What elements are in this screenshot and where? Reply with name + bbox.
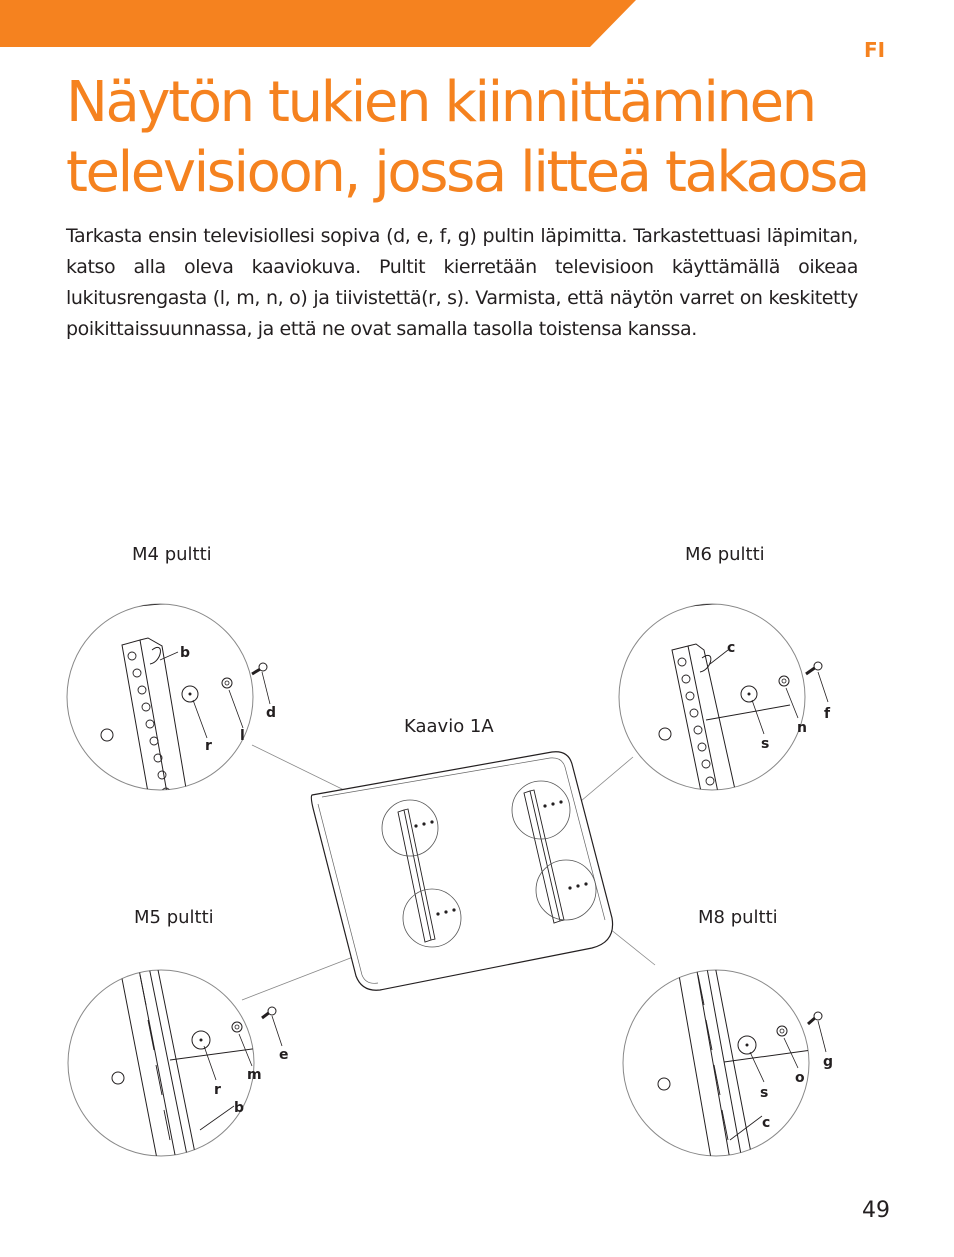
part-label: f [824,706,831,722]
instructions-text: Tarkasta ensin televisiollesi sopiva (d, e, f, g) pultin läpimitta. Tarkastettuasi läpimitan, katso alla oleva kaaviokuva. Pultit kierretään televisioon käyttämällä oikeaa lukitusrengasta (l, m, n, o) ja tiivistettä(r, s). Varmista, että näytön varret on keskitetty poikittaissuunnassa, ja että ne ovat samalla tasolla toistensa kanssa. [66,225,858,340]
part-label: d [266,705,277,721]
title-line-1: Näytön tukien kiinnittäminen [66,70,815,135]
part-label: r [214,1082,221,1098]
part-label: s [760,1085,769,1101]
part-label: r [205,738,212,754]
part-label: g [823,1054,834,1070]
part-label: l [240,728,245,744]
part-label: c [762,1115,771,1131]
m8-caption: M8 pultti [698,907,778,928]
part-label: b [180,645,191,661]
part-label: n [797,720,807,736]
m5-detail [68,950,289,1164]
m5-caption: M5 pultti [134,907,214,928]
m8-detail [623,950,833,1164]
part-label: c [727,640,736,656]
m6-detail [612,595,831,816]
language-label: FI [864,38,886,62]
part-label: e [279,1047,289,1063]
m6-caption: M6 pultti [685,544,765,565]
part-label: o [795,1070,805,1086]
m4-caption: M4 pultti [132,544,212,565]
part-label: m [247,1067,262,1083]
figure-caption: Kaavio 1A [404,716,494,737]
title-line-2: televisioon, jossa litteä takaosa [66,140,868,205]
part-label: b [234,1100,245,1116]
page-number: 49 [862,1198,890,1223]
m4-detail [60,595,276,815]
tv-back-illustration [311,752,612,990]
part-label: s [761,736,770,752]
